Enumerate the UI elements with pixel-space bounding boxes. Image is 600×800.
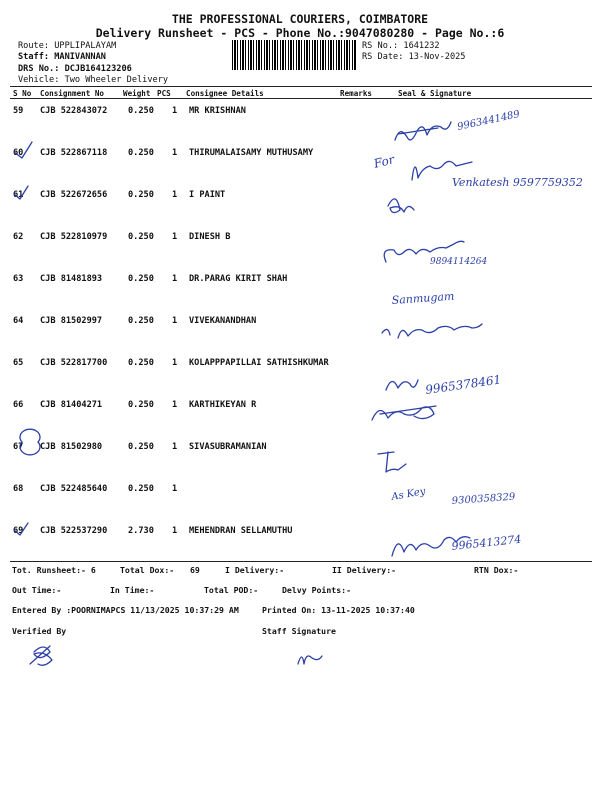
printed-on: Printed On: 13-11-2025 10:37:40: [262, 605, 415, 615]
drs-field: DRS No.: DCJB164123206: [18, 64, 132, 74]
row-consignee: DR.PARAG KIRIT SHAH: [189, 274, 288, 284]
col-weight: Weight: [123, 89, 151, 98]
row-consignment: CJB 522537290: [40, 526, 108, 536]
delvy-points: Delvy Points:-: [282, 585, 352, 595]
table-bottom-rule: [10, 561, 592, 562]
table-row: [0, 392, 600, 434]
row-weight: 0.250: [128, 274, 154, 284]
phone-69: 9965413274: [450, 532, 522, 553]
row-consignee: I PAINT: [189, 190, 226, 200]
name-phone-60: Venkatesh 9597759352: [452, 176, 583, 189]
row-weight: 2.730: [128, 526, 154, 536]
rs-date-field: RS Date: 13-Nov-2025: [362, 52, 466, 62]
rs-number-field: RS No.: 1641232: [362, 41, 440, 51]
row-sno: 62: [13, 232, 24, 242]
row-consignee: KOLAPPPAPILLAI SATHISHKUMAR: [189, 358, 329, 368]
route-field: Route: UPPLIPALAYAM: [18, 41, 117, 51]
for-note-60: For: [372, 152, 396, 171]
row-sno: 60: [13, 148, 24, 158]
col-seal-signature: Seal & Signature: [398, 89, 472, 98]
table-row: [0, 308, 600, 350]
row-weight: 0.250: [128, 148, 154, 158]
company-title: THE PROFESSIONAL COURIERS, COIMBATORE: [171, 12, 429, 26]
out-time: Out Time:-: [12, 585, 62, 595]
row-consignment: CJB 81481893: [40, 274, 103, 284]
note-68: As Key: [390, 486, 427, 503]
staff-signature: [298, 656, 322, 664]
row-pcs: 1: [172, 190, 178, 200]
table-row: [0, 476, 600, 518]
entered-by: Entered By :POORNIMAPCS 11/13/2025 10:37:29 AM: [12, 605, 239, 615]
row-consignee: THIRUMALAISAMY MUTHUSAMY: [189, 148, 314, 158]
row-sno: 61: [13, 190, 24, 200]
row-weight: 0.250: [128, 106, 154, 116]
row-consignment: CJB 81502980: [40, 442, 103, 452]
table-row: [0, 182, 600, 224]
ii-delivery: II Delivery:-: [332, 565, 397, 575]
row-pcs: 1: [172, 358, 178, 368]
table-row: [0, 98, 600, 140]
table-row: [0, 350, 600, 392]
row-weight: 0.250: [128, 358, 154, 368]
total-dox-label: Total Dox:-: [120, 565, 175, 575]
table-row: [0, 140, 600, 182]
row-sno: 67: [13, 442, 24, 452]
barcode: [232, 40, 356, 70]
table-row: [0, 434, 600, 476]
col-pcs: PCS: [157, 89, 171, 98]
row-weight: 0.250: [128, 316, 154, 326]
staff-field: Staff: MANIVANNAN: [18, 52, 106, 62]
col-sno: S No: [13, 89, 32, 98]
phone-59: 9963441489: [456, 108, 521, 133]
phone-68: 9300358329: [451, 491, 516, 507]
row-pcs: 1: [172, 442, 178, 452]
row-sno: 69: [13, 526, 24, 536]
row-weight: 0.250: [128, 442, 154, 452]
table-top-rule: [10, 86, 592, 87]
row-consignee: MR KRISHNAN: [189, 106, 246, 116]
table-row: [0, 266, 600, 308]
row-pcs: 1: [172, 400, 178, 410]
row-sno: 59: [13, 106, 24, 116]
row-pcs: 1: [172, 484, 178, 494]
tot-runsheet: Tot. Runsheet:- 6: [12, 565, 96, 575]
row-sno: 63: [13, 274, 24, 284]
row-weight: 0.250: [128, 232, 154, 242]
row-sno: 64: [13, 316, 24, 326]
row-pcs: 1: [172, 232, 178, 242]
verified-signature: [30, 646, 52, 665]
row-consignee: MEHENDRAN SELLAMUTHU: [189, 526, 293, 536]
col-remarks: Remarks: [340, 89, 373, 98]
rtn-dox: RTN Dox:-: [474, 565, 519, 575]
total-pod: Total POD:-: [204, 585, 259, 595]
row-sno: 68: [13, 484, 24, 494]
table-row: [0, 224, 600, 266]
row-consignment: CJB 522485640: [40, 484, 108, 494]
row-consignment: CJB 522817700: [40, 358, 108, 368]
row-pcs: 1: [172, 148, 178, 158]
row-pcs: 1: [172, 526, 178, 536]
row-consignee: SIVASUBRAMANIAN: [189, 442, 267, 452]
row-consignee: DINESH B: [189, 232, 231, 242]
row-consignment: CJB 522810979: [40, 232, 108, 242]
row-weight: 0.250: [128, 190, 154, 200]
row-sno: 66: [13, 400, 24, 410]
runsheet-subtitle: Delivery Runsheet - PCS - Phone No.:9047080280 - Page No.:6: [95, 26, 505, 40]
name-63: Sanmugam: [391, 289, 455, 307]
phone-65: 9965378461: [424, 372, 503, 397]
verified-by: Verified By: [12, 626, 67, 636]
col-consignee: Consignee Details: [186, 89, 264, 98]
row-weight: 0.250: [128, 484, 154, 494]
i-delivery: I Delivery:-: [225, 565, 285, 575]
row-consignee: KARTHIKEYAN R: [189, 400, 257, 410]
row-weight: 0.250: [128, 400, 154, 410]
row-pcs: 1: [172, 316, 178, 326]
row-consignment: CJB 522843072: [40, 106, 108, 116]
row-consignee: VIVEKANANDHAN: [189, 316, 257, 326]
row-pcs: 1: [172, 106, 178, 116]
vehicle-field: Vehicle: Two Wheeler Delivery: [18, 75, 169, 85]
row-pcs: 1: [172, 274, 178, 284]
row-sno: 65: [13, 358, 24, 368]
total-dox-value: 69: [190, 565, 200, 575]
row-consignment: CJB 522867118: [40, 148, 108, 158]
row-consignment: CJB 81404271: [40, 400, 103, 410]
row-consignment: CJB 81502997: [40, 316, 103, 326]
col-consignment: Consignment No: [40, 89, 105, 98]
phone-62: 9894114264: [430, 257, 488, 267]
in-time: In Time:-: [110, 585, 155, 595]
row-consignment: CJB 522672656: [40, 190, 108, 200]
staff-signature-label: Staff Signature: [262, 626, 336, 636]
table-row: [0, 518, 600, 560]
